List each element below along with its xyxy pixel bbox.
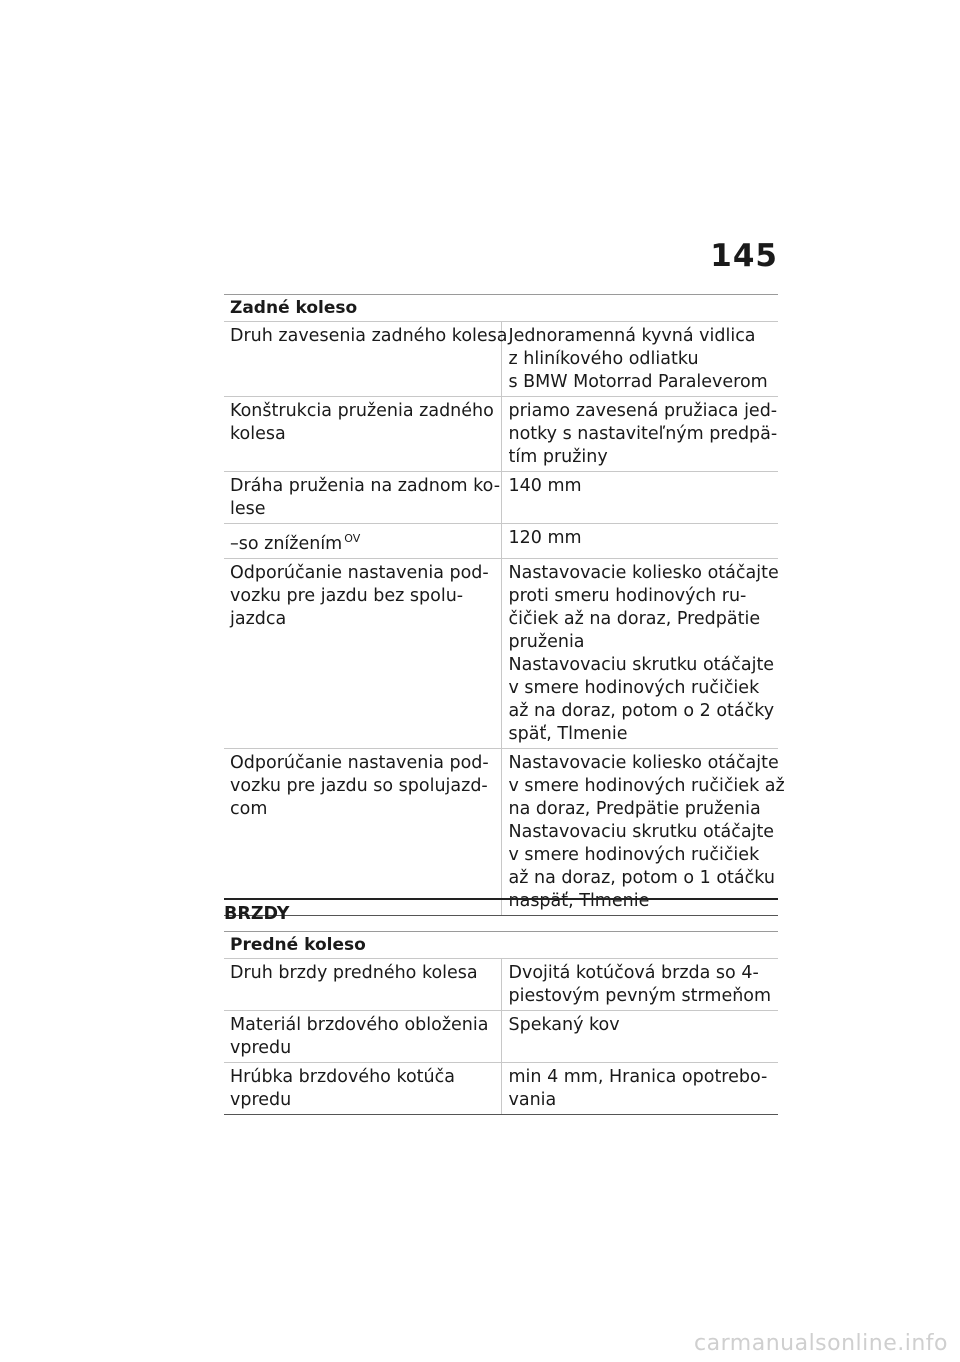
table-row — [224, 1063, 778, 1115]
spec-label — [224, 1063, 501, 1115]
table-row — [224, 397, 778, 472]
spec-label — [224, 524, 501, 559]
value-line: naspäť, Tlmenie — [508, 891, 650, 911]
spec-value — [501, 397, 778, 472]
value-line: čičiek až na doraz, Predpätie — [508, 609, 761, 629]
label-line: jazdca — [230, 609, 287, 629]
spec-value — [501, 959, 778, 1011]
value-line: až na doraz, potom o 1 otáčku — [508, 868, 775, 888]
value-line: Dvojitá kotúčová brzda so 4- — [508, 963, 759, 983]
value-line: tím pružiny — [508, 447, 608, 467]
spec-label — [224, 749, 501, 916]
label-line: Druh brzdy predného kolesa — [230, 963, 478, 983]
label-line — [230, 527, 497, 556]
value-line: z hliníkového odliatku — [508, 349, 699, 369]
spec-value — [501, 1011, 778, 1063]
watermark: carmanualsonline.info — [694, 1331, 948, 1356]
value-line: Nastavovaciu skrutku otáčajte — [508, 655, 775, 675]
label-line: Konštrukcia pruženia zadného — [230, 401, 494, 421]
value-line: proti smeru hodinových ru- — [508, 586, 747, 606]
value-line: na doraz, Predpätie pruženia — [508, 799, 761, 819]
table-row — [224, 524, 778, 559]
value-line: v smere hodinových ručičiek — [508, 845, 760, 865]
table-header-row — [224, 295, 778, 322]
value-line: 140 mm — [508, 476, 582, 496]
label-line: Hrúbka brzdového kotúča — [230, 1067, 455, 1087]
label-text: –so znížením — [230, 534, 343, 554]
front-brake-section — [224, 931, 778, 1115]
value-line: až na doraz, potom o 2 otáčky — [508, 701, 775, 721]
value-line: Nastavovacie koliesko otáčajte — [508, 753, 779, 773]
value-line: 120 mm — [508, 528, 582, 548]
value-line: Jednoramenná kyvná vidlica — [508, 326, 756, 346]
spec-value — [501, 749, 785, 916]
value-line: notky s nastaviteľným predpä- — [508, 424, 778, 444]
label-line: vpredu — [230, 1038, 292, 1058]
spec-value — [501, 322, 778, 397]
label-line: Dráha pruženia na zadnom ko- — [230, 476, 501, 496]
table-row — [224, 749, 778, 916]
label-line: com — [230, 799, 268, 819]
table-row — [224, 559, 778, 749]
label-line: vozku pre jazdu bez spolu- — [230, 586, 464, 606]
spec-label — [224, 559, 501, 749]
label-line: vpredu — [230, 1090, 292, 1110]
table-row — [224, 472, 778, 524]
value-line: min 4 mm, Hranica opotrebo- — [508, 1067, 768, 1087]
label-line: Materiál brzdového obloženia — [230, 1015, 489, 1035]
label-line: vozku pre jazdu so spolujazd- — [230, 776, 488, 796]
table-row — [224, 1011, 778, 1063]
label-line: Druh zavesenia zadného kolesa — [230, 326, 508, 346]
value-line: v smere hodinových ručičiek — [508, 678, 760, 698]
value-line: priamo zavesená pružiaca jed- — [508, 401, 778, 421]
value-line: Nastavovaciu skrutku otáčajte — [508, 822, 775, 842]
rear-wheel-title: Zadné koleso — [224, 295, 778, 322]
spec-label — [224, 959, 501, 1011]
table-row — [224, 959, 778, 1011]
value-line: späť, Tlmenie — [508, 724, 628, 744]
label-line: Odporúčanie nastavenia pod- — [230, 563, 489, 583]
label-line: kolesa — [230, 424, 286, 444]
value-line: piestovým pevným strmeňom — [508, 986, 772, 1006]
spec-label — [224, 472, 501, 524]
value-line: vania — [508, 1090, 557, 1110]
rear-wheel-section — [224, 294, 785, 916]
front-brake-table — [224, 931, 778, 1115]
rear-wheel-table — [224, 294, 785, 916]
spec-value — [501, 472, 778, 524]
spec-value — [501, 524, 778, 559]
value-line: v smere hodinových ručičiek až — [508, 776, 785, 796]
section-heading-brakes: BRZDY — [224, 898, 778, 924]
spec-value — [501, 1063, 778, 1115]
value-line: Nastavovacie koliesko otáčajte — [508, 563, 779, 583]
front-wheel-title: Predné koleso — [224, 932, 778, 959]
label-line: lese — [230, 499, 266, 519]
spec-label — [224, 1011, 501, 1063]
option-superscript: OV — [344, 532, 361, 545]
spec-value — [501, 559, 778, 749]
page-number: 145 — [710, 238, 778, 274]
spec-label — [224, 397, 501, 472]
value-line: s BMW Motorrad Paraleverom — [508, 372, 768, 392]
table-header-row — [224, 932, 778, 959]
label-line: Odporúčanie nastavenia pod- — [230, 753, 489, 773]
spec-label — [224, 322, 508, 397]
table-row — [224, 322, 778, 397]
value-line: Spekaný kov — [508, 1015, 620, 1035]
value-line: pruženia — [508, 632, 585, 652]
